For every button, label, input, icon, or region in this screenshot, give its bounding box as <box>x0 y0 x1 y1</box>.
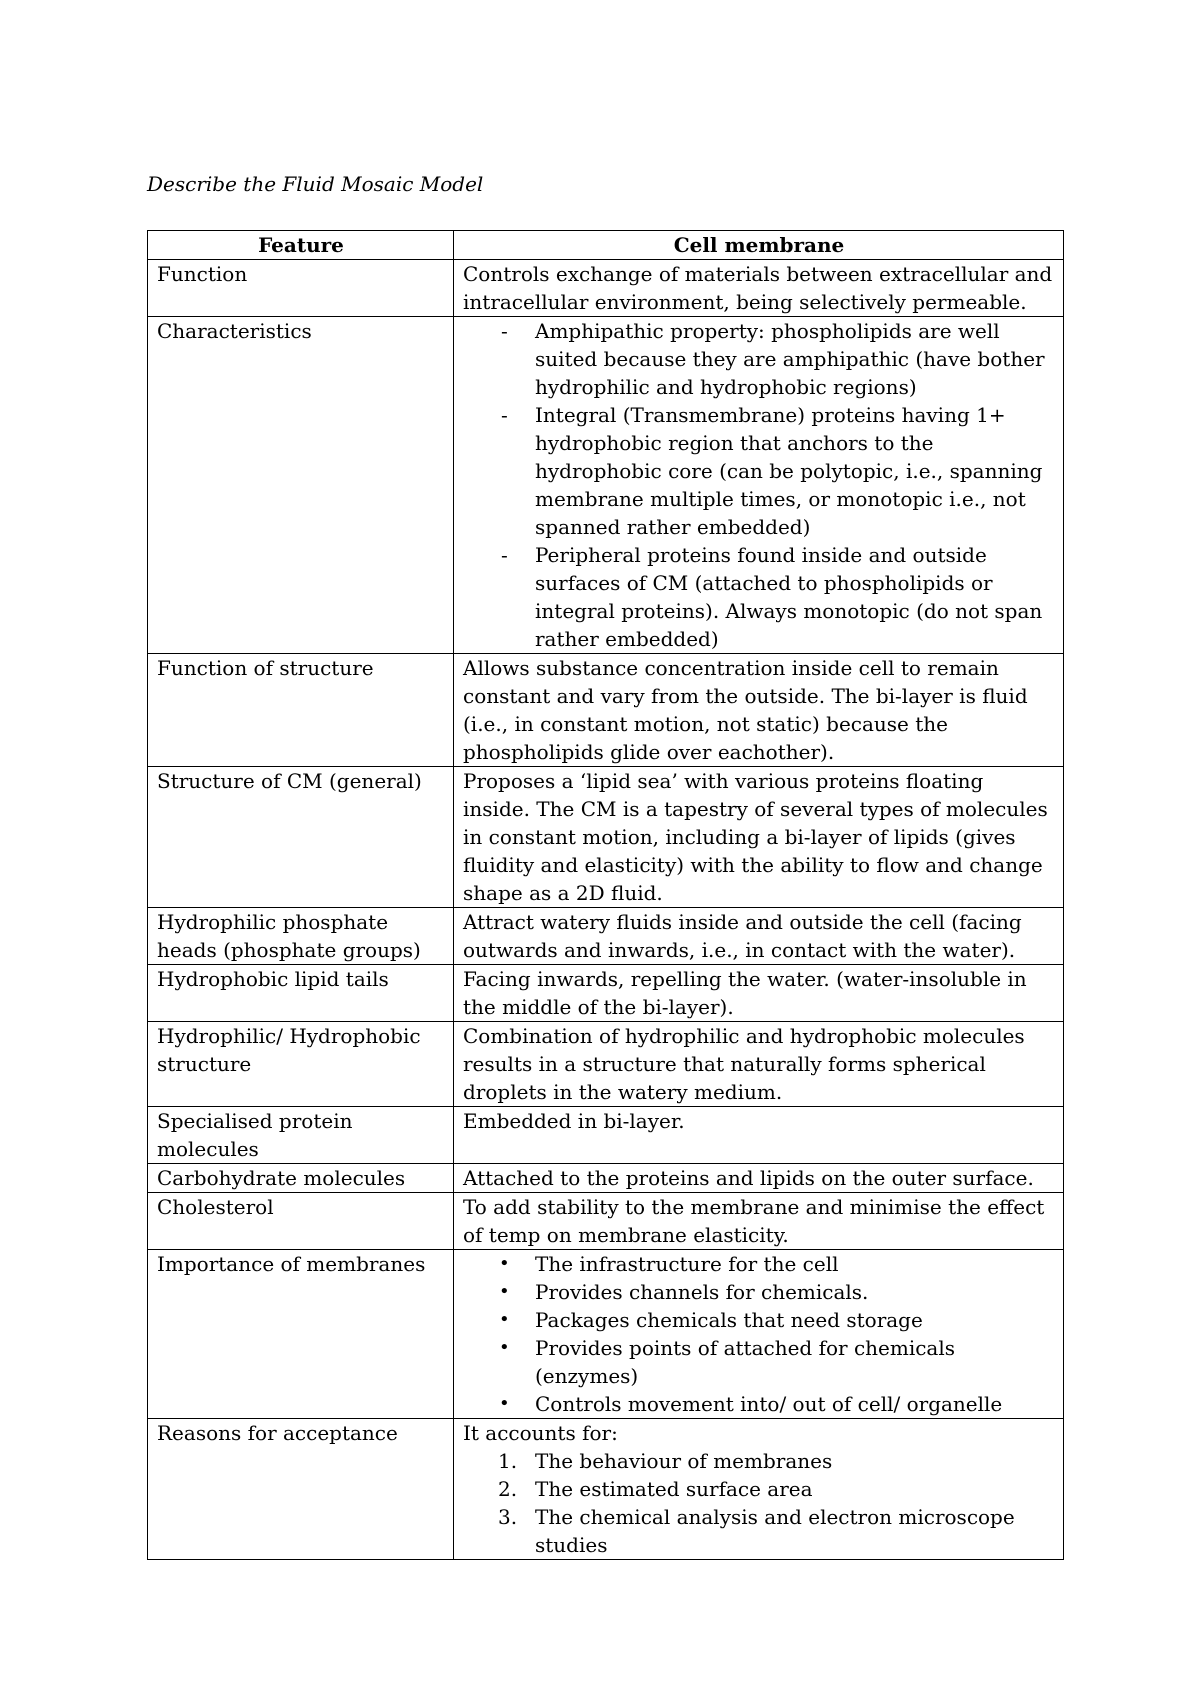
description-cell: Allows substance concentration inside cell to remain constant and vary from the outside. The bi-layer is fluid (i.e., in constant motion, not static) because the phospholipids glide over eachother). <box>454 654 1064 767</box>
feature-cell: Reasons for acceptance <box>148 1419 454 1560</box>
feature-cell: Structure of CM (general) <box>148 767 454 908</box>
list-item <box>463 1306 1055 1334</box>
description-cell: To add stability to the membrane and minimise the effect of temp on membrane elasticity. <box>454 1193 1064 1250</box>
list-item-text: Controls movement into/ out of cell/ organelle <box>535 1392 1003 1416</box>
feature-cell: Function <box>148 260 454 317</box>
bullet-icon: • <box>499 1393 510 1414</box>
feature-cell: Specialised protein molecules <box>148 1107 454 1164</box>
header-feature: Feature <box>148 231 454 260</box>
list-item-text: Packages chemicals that need storage <box>535 1308 923 1332</box>
bullet-icon: • <box>499 1309 510 1330</box>
list-item <box>463 401 1055 541</box>
table-row <box>148 1419 1064 1560</box>
feature-cell: Hydrophilic/ Hydrophobic structure <box>148 1022 454 1107</box>
number-marker: 1. <box>498 1449 518 1473</box>
bullet-list <box>463 1250 1055 1418</box>
table-row <box>148 965 1064 1022</box>
description-cell: Proposes a ‘lipid sea’ with various proteins floating inside. The CM is a tapestry of several types of molecules in constant motion, including a bi-layer of lipids (gives fluidity and elasticity) with the ability to flow and change shape as a 2D fluid. <box>454 767 1064 908</box>
dash-marker: - <box>501 543 508 567</box>
list-item <box>463 1447 1055 1475</box>
list-item-text: Provides points of attached for chemicals (enzymes) <box>535 1336 956 1388</box>
table-row <box>148 908 1064 965</box>
table-row <box>148 1164 1064 1193</box>
table-row <box>148 1193 1064 1250</box>
table-row <box>148 654 1064 767</box>
bullet-icon: • <box>499 1253 510 1274</box>
bullet-icon: • <box>499 1281 510 1302</box>
page-title: Describe the Fluid Mosaic Model <box>147 172 484 196</box>
list-item-text: The chemical analysis and electron microscope studies <box>535 1505 1015 1557</box>
list-item <box>463 1503 1055 1559</box>
numbered-list <box>463 1447 1055 1559</box>
description-cell <box>454 1419 1064 1560</box>
description-cell: Facing inwards, repelling the water. (water-insoluble in the middle of the bi-layer). <box>454 965 1064 1022</box>
feature-cell: Hydrophobic lipid tails <box>148 965 454 1022</box>
description-cell: Controls exchange of materials between extracellular and intracellular environment, being selectively permeable. <box>454 260 1064 317</box>
table-row <box>148 767 1064 908</box>
list-item-text: Amphipathic property: phospholipids are well suited because they are amphipathic (have bother hydrophilic and hydrophobic regions) <box>535 319 1045 399</box>
list-item-text: Provides channels for chemicals. <box>535 1280 869 1304</box>
feature-cell: Hydrophilic phosphate heads (phosphate groups) <box>148 908 454 965</box>
description-cell <box>454 317 1064 654</box>
description-cell: Attached to the proteins and lipids on the outer surface. <box>454 1164 1064 1193</box>
dash-list <box>463 317 1055 653</box>
list-item <box>463 1278 1055 1306</box>
number-marker: 2. <box>498 1477 518 1501</box>
feature-cell: Carbohydrate molecules <box>148 1164 454 1193</box>
table-header-row <box>148 231 1064 260</box>
list-item-text: The estimated surface area <box>535 1477 813 1501</box>
description-cell: Combination of hydrophilic and hydrophobic molecules results in a structure that naturally forms spherical droplets in the watery medium. <box>454 1022 1064 1107</box>
number-marker: 3. <box>498 1505 518 1529</box>
description-cell: Attract watery fluids inside and outside the cell (facing outwards and inwards, i.e., in contact with the water). <box>454 908 1064 965</box>
list-item-text: The infrastructure for the cell <box>535 1252 839 1276</box>
table-row <box>148 1022 1064 1107</box>
description-cell <box>454 1250 1064 1419</box>
feature-cell: Cholesterol <box>148 1193 454 1250</box>
table-row <box>148 1250 1064 1419</box>
table-row <box>148 260 1064 317</box>
list-item <box>463 541 1055 653</box>
header-cell-membrane: Cell membrane <box>454 231 1064 260</box>
feature-cell: Importance of membranes <box>148 1250 454 1419</box>
list-item <box>463 317 1055 401</box>
list-item <box>463 1334 1055 1390</box>
table-row <box>148 317 1064 654</box>
list-intro: It accounts for: <box>463 1421 618 1445</box>
dash-marker: - <box>501 403 508 427</box>
feature-cell: Function of structure <box>148 654 454 767</box>
list-item-text: The behaviour of membranes <box>535 1449 833 1473</box>
list-item <box>463 1475 1055 1503</box>
list-item <box>463 1250 1055 1278</box>
list-item-text: Peripheral proteins found inside and outside surfaces of CM (attached to phospholipids or integral proteins). Always monotopic (do not span rather embedded) <box>535 543 1043 651</box>
dash-marker: - <box>501 319 508 343</box>
list-item-text: Integral (Transmembrane) proteins having 1+ hydrophobic region that anchors to the hydrophobic core (can be polytopic, i.e., spanning membrane multiple times, or monotopic i.e., not spanned rather embedded) <box>535 403 1043 539</box>
fluid-mosaic-table <box>147 230 1064 1560</box>
feature-cell: Characteristics <box>148 317 454 654</box>
table-row <box>148 1107 1064 1164</box>
description-cell: Embedded in bi-layer. <box>454 1107 1064 1164</box>
bullet-icon: • <box>499 1337 510 1358</box>
list-item <box>463 1390 1055 1418</box>
